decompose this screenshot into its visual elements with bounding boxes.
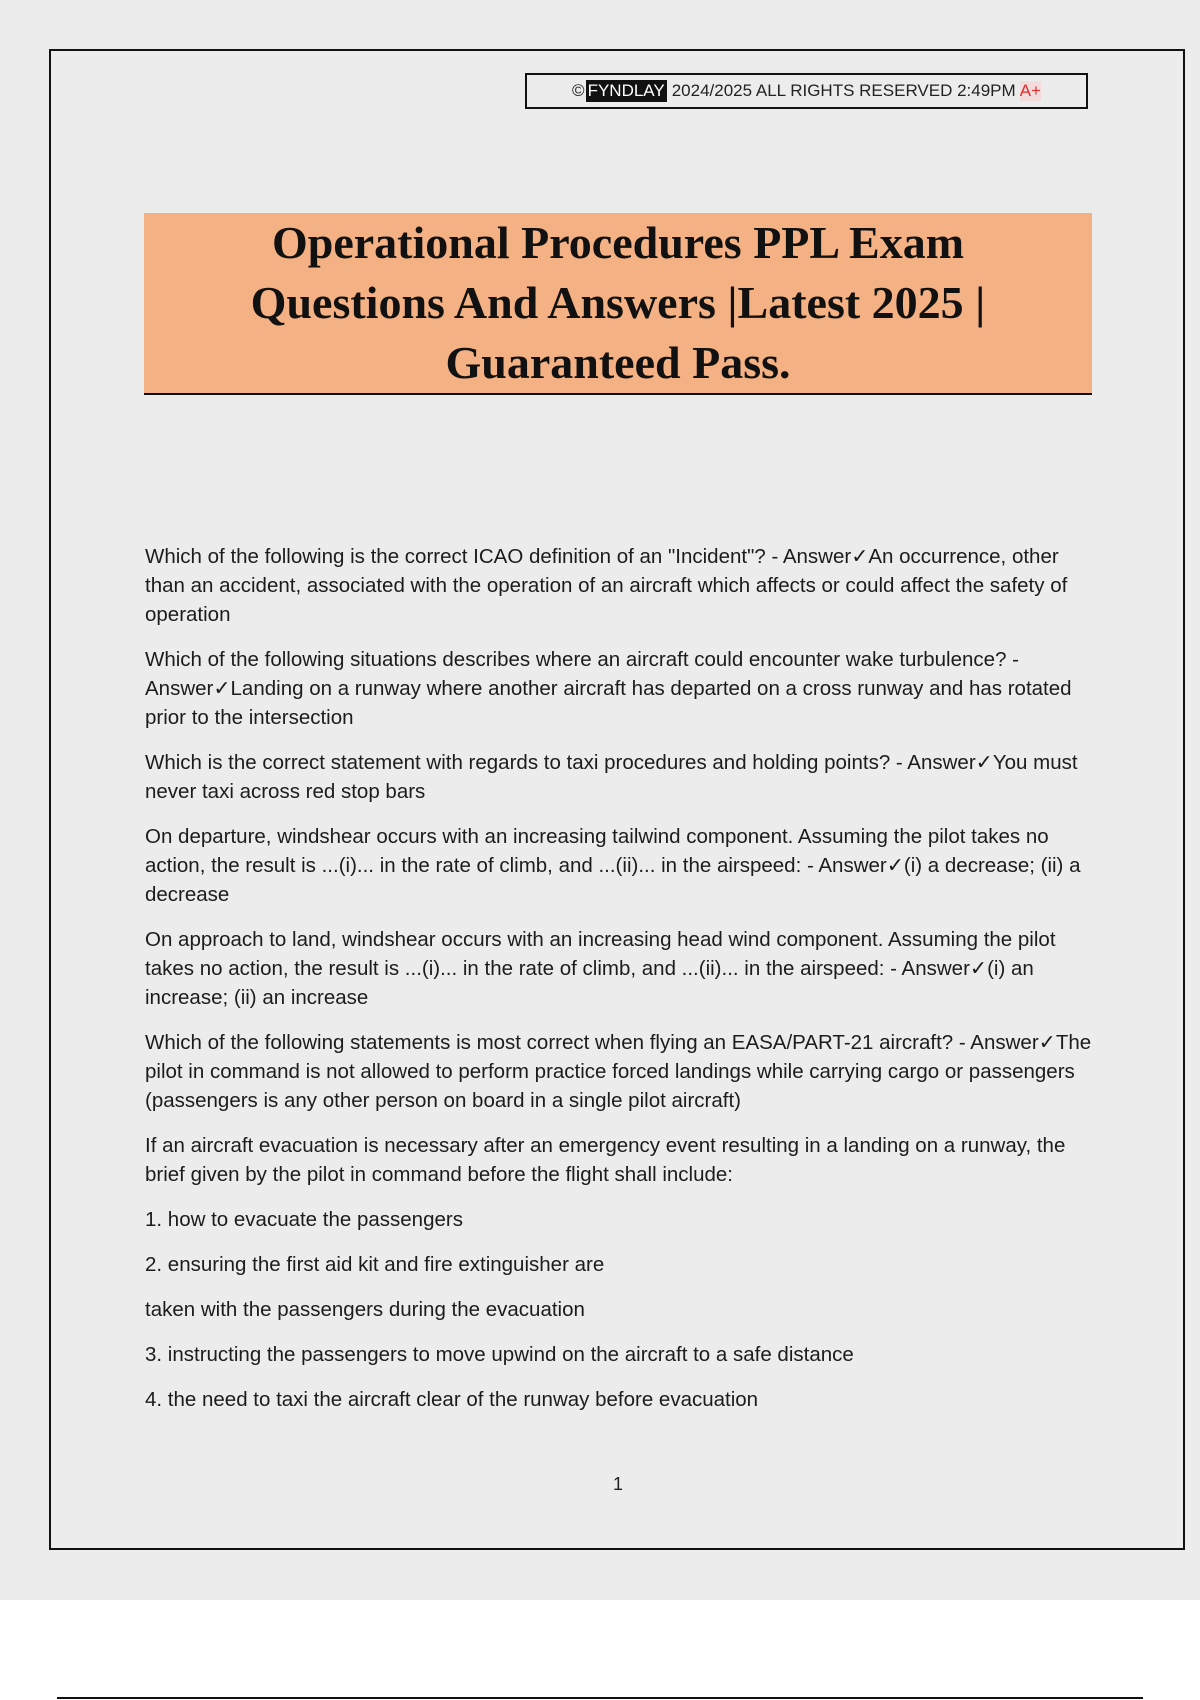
qa-item: On departure, windshear occurs with an increasing tailwind component. Assuming the pilot takes no action, the result is ...(i)... in the rate of climb, and ...(ii)... in the airspeed: - Answer✓(i) a decrease; (ii) a decrease — [145, 825, 1081, 906]
list-item: 4. the need to taxi the aircraft clear of the runway before evacuation — [145, 1388, 759, 1411]
brand-name: FYNDLAY — [587, 81, 665, 100]
title-banner — [144, 213, 1092, 395]
qa-item: On approach to land, windshear occurs with an increasing head wind component. Assuming the pilot takes no action, the result is ...(i)... in the rate of climb, and ...(ii)... in the airspeed: - Answer✓(i) an increase; (ii) an increase — [145, 928, 1056, 1009]
document-title: Operational Procedures PPL Exam Questions And Answers |Latest 2025 | Guaranteed Pass. — [250, 217, 986, 388]
bottom-divider — [57, 1697, 1143, 1699]
qa-item: Which is the correct statement with regards to taxi procedures and holding points? - Answer✓You must never taxi across red stop bars — [145, 751, 1078, 803]
qa-item: Which of the following is the correct ICAO definition of an "Incident"? - Answer✓An occurrence, other than an accident, associated with the operation of an aircraft which affects or could affect the safety of operation — [145, 545, 1068, 626]
copyright-header — [525, 73, 1088, 109]
list-item: 1. how to evacuate the passengers — [145, 1208, 463, 1231]
list-item: 2. ensuring the first aid kit and fire extinguisher are — [145, 1253, 605, 1276]
rights-text: 2024/2025 ALL RIGHTS RESERVED 2:49PM — [671, 81, 1016, 100]
list-item: 3. instructing the passengers to move upwind on the aircraft to a safe distance — [145, 1343, 854, 1366]
qa-item: Which of the following statements is most correct when flying an EASA/PART-21 aircraft? - Answer✓The pilot in command is not allowed to perform practice forced landings while carrying cargo or passengers (passengers is any other person on board in a single pilot aircraft) — [145, 1031, 1092, 1112]
qa-item: Which of the following situations describes where an aircraft could encounter wake turbulence? - Answer✓Landing on a runway where another aircraft has departed on a cross runway and has rotated prior to the intersection — [145, 648, 1072, 729]
document-body — [145, 542, 1095, 1430]
qa-item: If an aircraft evacuation is necessary after an emergency event resulting in a landing on a runway, the brief given by the pilot in command before the flight shall include: — [145, 1134, 1066, 1186]
page-number: 1 — [612, 1474, 623, 1494]
copyright-symbol: © — [572, 81, 585, 100]
grade-badge: A+ — [1019, 81, 1041, 100]
list-item: taken with the passengers during the evacuation — [145, 1298, 585, 1321]
